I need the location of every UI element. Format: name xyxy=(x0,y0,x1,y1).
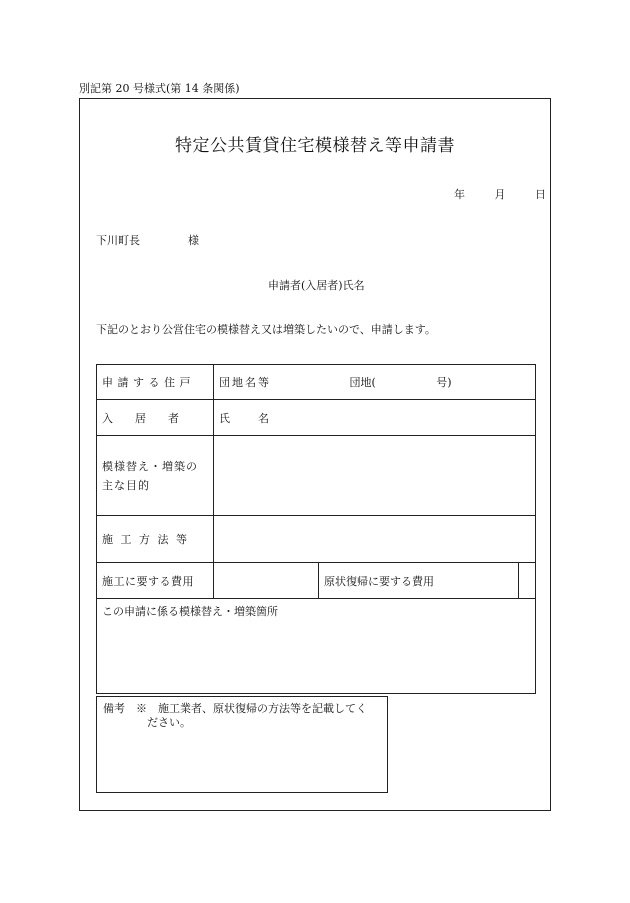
resident-name-cell[interactable] xyxy=(214,400,536,436)
table-row xyxy=(97,599,536,694)
addressee-name: 下川町長 xyxy=(96,234,140,247)
method-value-cell[interactable] xyxy=(214,516,536,563)
form-reference: 別記第 20 号様式(第 14 条関係) xyxy=(79,82,240,95)
unit-number-label: 号) xyxy=(436,376,452,389)
method-label: 施 工 方 法 等 xyxy=(102,533,189,546)
date-month-label: 月 xyxy=(494,188,506,201)
purpose-value-cell[interactable] xyxy=(214,436,536,516)
restore-cost-label: 原状復帰に要する費用 xyxy=(324,574,434,588)
resident-name-label-1: 氏 xyxy=(219,411,230,425)
address-label-cell xyxy=(97,365,214,400)
location-label: この申請に係る模様替え・増築箇所 xyxy=(102,605,278,618)
remarks-line-1: 備考 ※ 施工業者、原状復帰の方法等を記載してく xyxy=(103,702,367,715)
date-line xyxy=(454,186,546,202)
purpose-label-line2: 主な目的 xyxy=(102,478,150,492)
table-row xyxy=(97,365,536,400)
resident-label-cell xyxy=(97,400,214,436)
method-label-cell xyxy=(97,516,214,563)
purpose-label-line1: 模様替え・増築の xyxy=(102,459,198,473)
restore-cost-label-cell xyxy=(319,563,519,599)
date-day-label: 日 xyxy=(535,188,546,201)
danchi-label: 団地( xyxy=(349,376,376,389)
address-value-cell[interactable] xyxy=(214,365,536,400)
complex-name-label: 団地名等 xyxy=(219,376,271,389)
remarks-box[interactable] xyxy=(96,696,388,793)
application-table xyxy=(96,364,536,694)
resident-name-label-2: 名 xyxy=(258,411,269,425)
address-label: 申 請 す る 住 戸 xyxy=(102,376,191,389)
cost-label-cell xyxy=(97,563,214,599)
table-row xyxy=(97,563,536,599)
location-cell[interactable] xyxy=(97,599,536,694)
cost-label: 施工に要する費用 xyxy=(102,574,194,588)
resident-label: 入 居 者 xyxy=(102,411,179,425)
purpose-label-cell xyxy=(97,436,214,516)
applicant-name-label: 申請者(入居者)氏名 xyxy=(268,279,365,292)
cost-value-cell[interactable] xyxy=(214,563,319,599)
addressee xyxy=(96,232,199,248)
addressee-honorific: 様 xyxy=(188,234,199,247)
intro-text: 下記のとおり公営住宅の模様替え又は増築したいので、申請します。 xyxy=(96,323,436,336)
table-row xyxy=(97,436,536,516)
table-row xyxy=(97,516,536,563)
remarks-line-2: ださい。 xyxy=(147,716,191,729)
table-row xyxy=(97,400,536,436)
document-title: 特定公共賃貸住宅模様替え等申請書 xyxy=(175,136,455,156)
restore-cost-value-cell[interactable] xyxy=(518,563,535,599)
date-year-label: 年 xyxy=(454,188,465,201)
